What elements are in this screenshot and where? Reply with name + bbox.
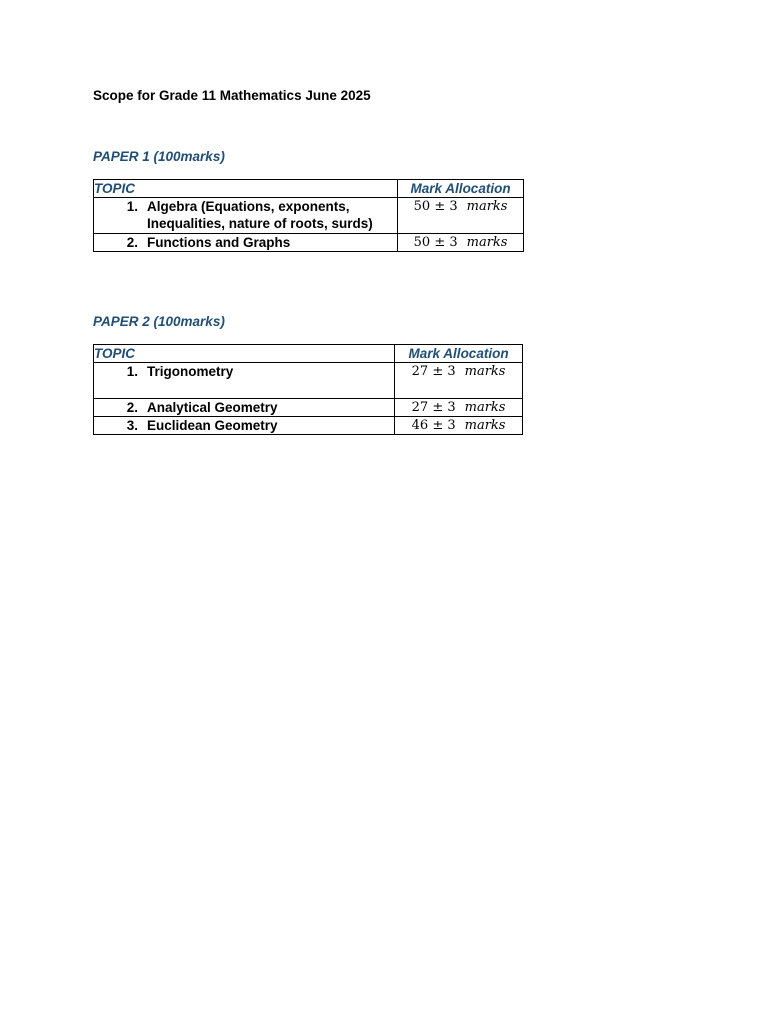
table-row [94, 363, 523, 399]
topic-line: Inequalities, nature of roots, surds) [147, 216, 373, 231]
topic-number: 2. [126, 235, 138, 250]
topic-cell [94, 234, 398, 252]
topic-name: Analytical Geometry [147, 400, 278, 415]
table-row [94, 198, 524, 234]
topic-column-header: TOPIC [94, 180, 398, 198]
mark-allocation-cell [395, 399, 523, 417]
paper-2-heading: PAPER 2 (100marks) [93, 314, 225, 329]
mark-allocation-cell [398, 234, 524, 252]
mark-value: 50 ± 3 [413, 199, 458, 214]
topic-name [147, 198, 397, 232]
mark-value: 27 ± 3 [411, 400, 456, 415]
topic-cell [94, 417, 395, 435]
mark-allocation-cell [395, 417, 523, 435]
mark-unit: marks [466, 199, 508, 214]
table-header-row [94, 180, 524, 198]
topic-name: Euclidean Geometry [147, 418, 278, 433]
topic-line: Algebra (Equations, exponents, [147, 199, 350, 214]
topic-number: 1. [126, 364, 138, 379]
topic-number: 1. [126, 199, 138, 214]
topic-number: 3. [126, 418, 138, 433]
topic-name: Functions and Graphs [147, 235, 291, 250]
table-row [94, 399, 523, 417]
document-title: Scope for Grade 11 Mathematics June 2025 [93, 88, 371, 103]
mark-unit: marks [466, 235, 508, 250]
mark-unit: marks [464, 364, 506, 379]
paper-2-table [93, 344, 523, 435]
mark-allocation-cell [398, 198, 524, 234]
mark-value: 46 ± 3 [411, 418, 456, 433]
mark-allocation-column-header: Mark Allocation [398, 180, 524, 198]
topic-number: 2. [126, 400, 138, 415]
paper-1-heading: PAPER 1 (100marks) [93, 149, 225, 164]
topic-name: Trigonometry [147, 364, 234, 379]
topic-cell [94, 363, 395, 399]
topic-cell [94, 399, 395, 417]
mark-unit: marks [464, 418, 506, 433]
table-row [94, 417, 523, 435]
table-row [94, 234, 524, 252]
topic-column-header: TOPIC [94, 345, 395, 363]
mark-value: 27 ± 3 [411, 364, 456, 379]
table-header-row [94, 345, 523, 363]
mark-allocation-cell [395, 363, 523, 399]
mark-allocation-column-header: Mark Allocation [395, 345, 523, 363]
mark-unit: marks [464, 400, 506, 415]
mark-value: 50 ± 3 [413, 235, 458, 250]
paper-1-table [93, 179, 524, 252]
topic-cell [94, 198, 398, 234]
